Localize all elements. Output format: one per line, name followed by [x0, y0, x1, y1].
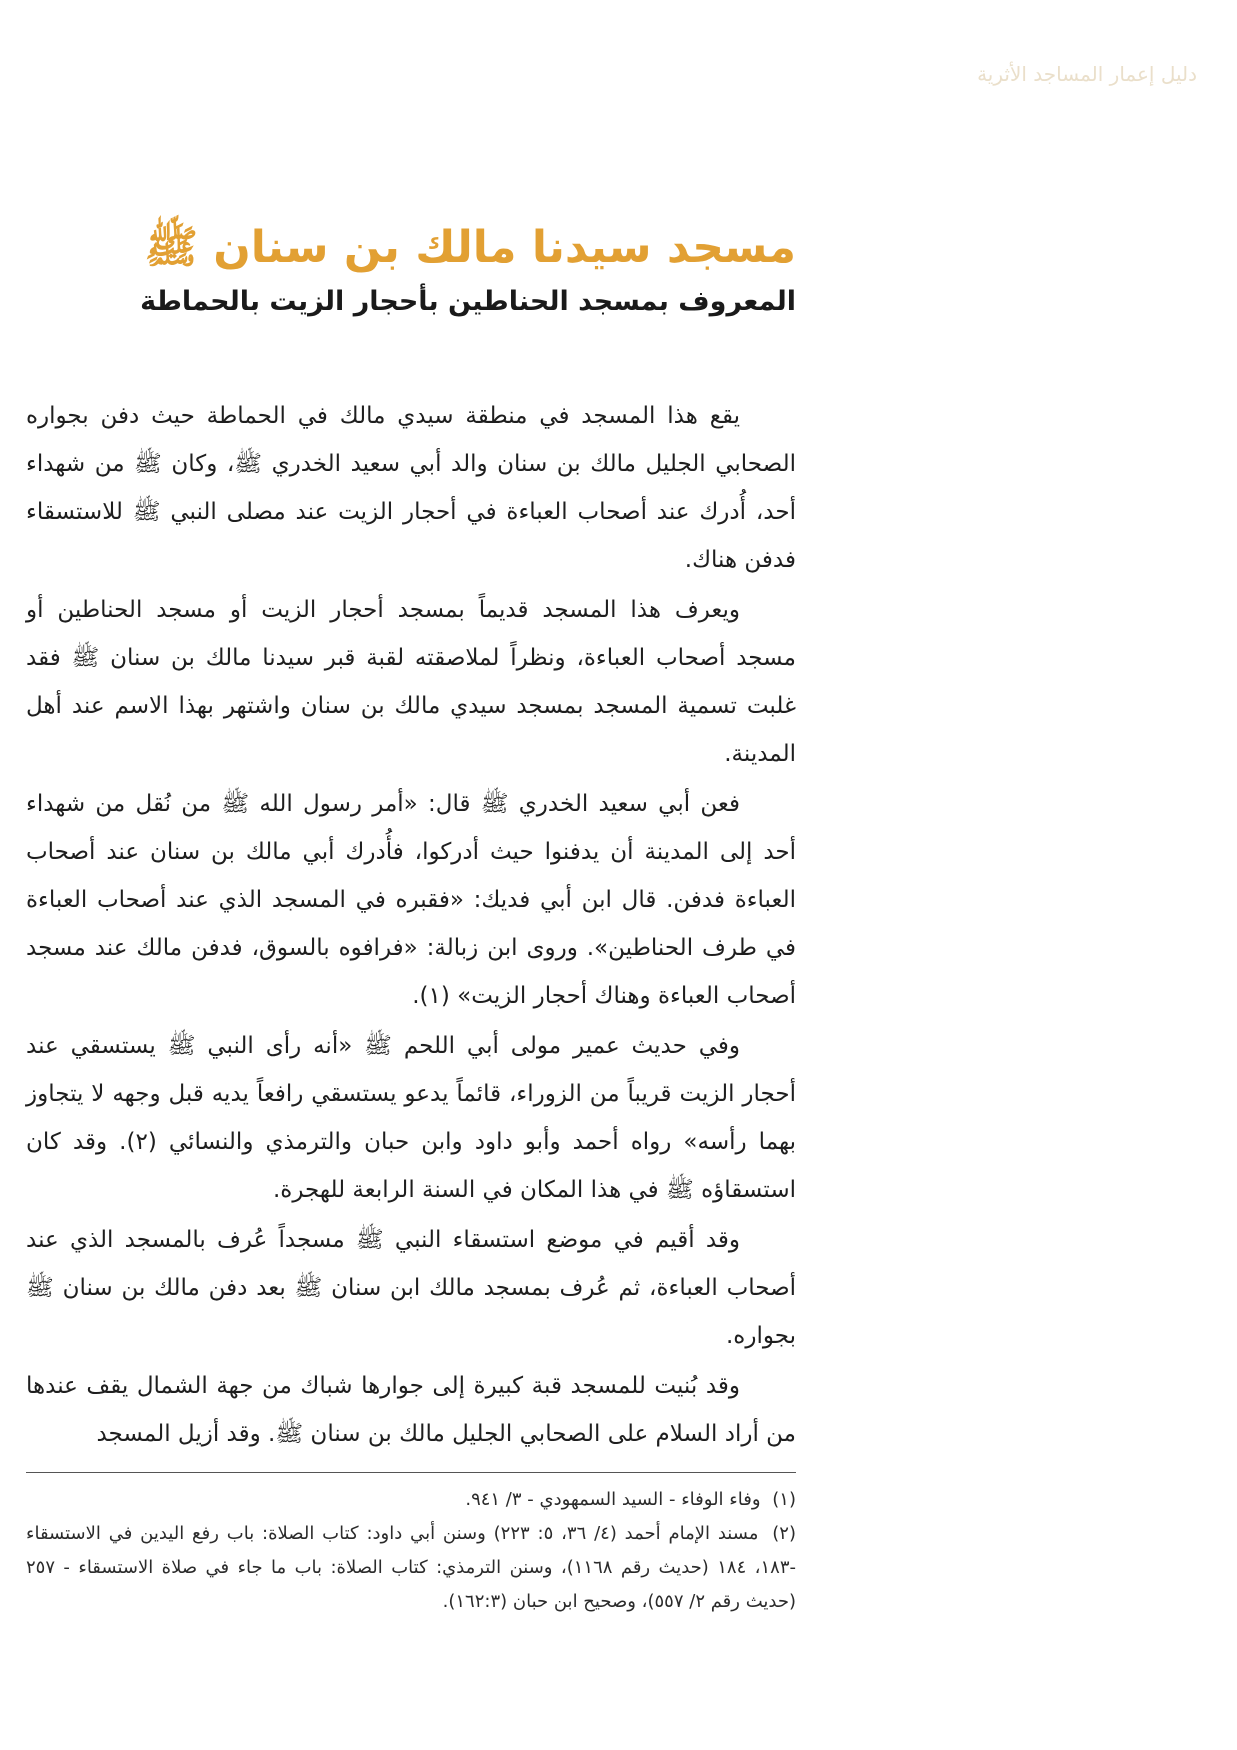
footnote-1 [26, 1483, 796, 1517]
footnote-number: (٢) [772, 1523, 796, 1544]
paragraph-6: وقد بُنيت للمسجد قبة كبيرة إلى جوارها شباك من جهة الشمال يقف عندها من أراد السلام على الصحابي الجليل مالك بن سنان ﷺ. وقد أزيل المسجد [26, 1373, 796, 1447]
page-title: مسجد سيدنا مالك بن سنان ﷺ [144, 222, 796, 273]
page-content [26, 220, 796, 1619]
running-head: دليل إعمار المساجد الأثرية [977, 62, 1197, 86]
footnote-divider [26, 1472, 796, 1473]
body-text [26, 392, 796, 1458]
paragraph-2: ويعرف هذا المسجد قديماً بمسجد أحجار الزيت أو مسجد الحناطين أو مسجد أصحاب العباءة، ونظراً لملاصقته لقبة قبر سيدنا مالك بن سنان ﷺ فقد غلبت تسمية المسجد بمسجد سيدي مالك بن سنان واشتهر بهذا الاسم عند أهل المدينة. [26, 597, 796, 767]
footnote-2 [26, 1517, 796, 1619]
paragraph-5: وقد أقيم في موضع استسقاء النبي ﷺ مسجداً عُرف بالمسجد الذي عند أصحاب العباءة، ثم عُرف بمسجد مالك ابن سنان ﷺ بعد دفن مالك بن سنان ﷺ بجواره. [26, 1227, 796, 1349]
footnote-text: وفاء الوفاء - السيد السمهودي - ٣/ ٩٤١. [465, 1489, 761, 1510]
footnote-number: (١) [772, 1489, 796, 1510]
paragraph-4: وفي حديث عمير مولى أبي اللحم ﷺ «أنه رأى النبي ﷺ يستسقي عند أحجار الزيت قريباً من الزوراء، قائماً يدعو يستسقي رافعاً يديه قبل وجهه لا يتجاوز بهما رأسه» رواه أحمد وأبو داود وابن حبان والترمذي والنسائي (٢). وقد كان استسقاؤه ﷺ في هذا المكان في السنة الرابعة للهجرة. [26, 1033, 796, 1203]
footnote-text: مسند الإمام أحمد (٤/ ٣٦، ٥: ٢٢٣) وسنن أبي داود: كتاب الصلاة: باب رفع اليدين في الاستسقاء -١٨٣، ١٨٤ (حديث رقم ١١٦٨)، وسنن الترمذي: كتاب الصلاة: باب ما جاء في صلاة الاستسقاء - ٢٥٧ (حديث رقم ٢/ ٥٥٧)، وصحيح ابن حبان (١٦٢:٣). [26, 1523, 797, 1612]
paragraph-3: فعن أبي سعيد الخدري ﷺ قال: «أمر رسول الله ﷺ من نُقل من شهداء أحد إلى المدينة أن يدفنوا حيث أدركوا، فأُدرك أبي مالك بن سنان عند أصحاب العباءة فدفن. قال ابن أبي فديك: «فقبره في المسجد الذي عند أصحاب العباءة في طرف الحناطين». وروى ابن زبالة: «فرافوه بالسوق، فدفن مالك عند مسجد أصحاب العباءة وهناك أحجار الزيت» (١). [26, 791, 796, 1009]
footnotes [26, 1483, 796, 1619]
page-subtitle: المعروف بمسجد الحناطين بأحجار الزيت بالحماطة [140, 286, 796, 317]
paragraph-1: يقع هذا المسجد في منطقة سيدي مالك في الحماطة حيث دفن بجواره الصحابي الجليل مالك بن سنان والد أبي سعيد الخدري ﷺ، وكان ﷺ من شهداء أحد، أُدرك عند أصحاب العباءة في أحجار الزيت عند مصلى النبي ﷺ للاستسقاء فدفن هناك. [26, 403, 796, 573]
